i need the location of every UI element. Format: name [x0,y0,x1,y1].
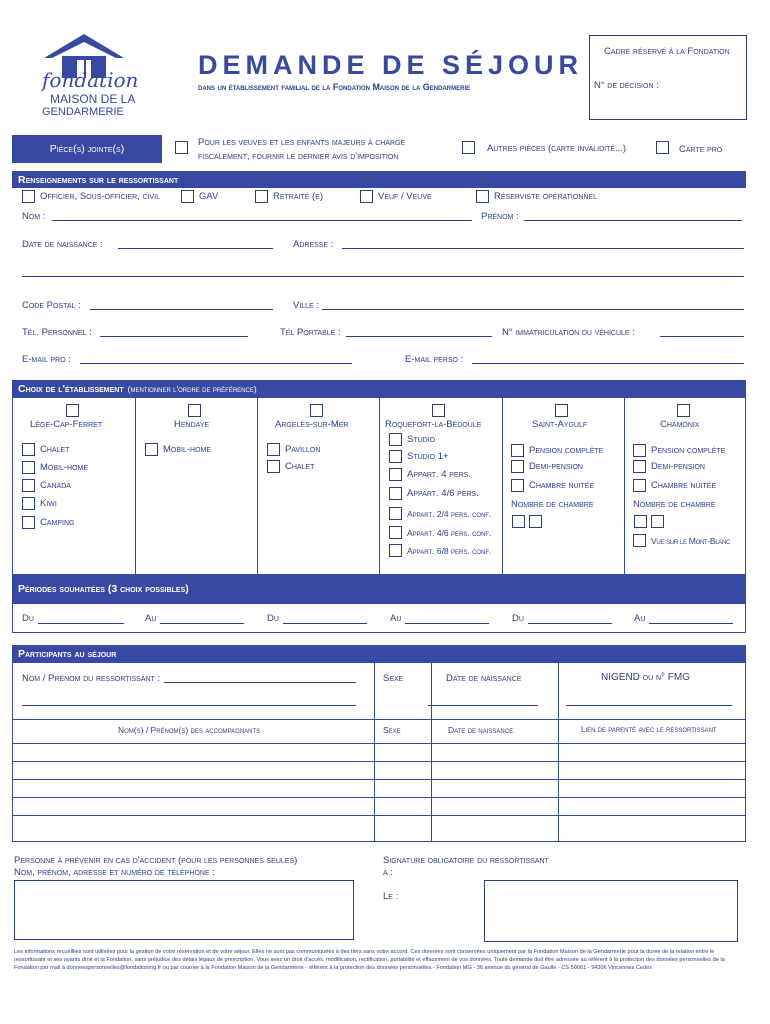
hendaye-mobilhome[interactable]: Mobil-home [145,443,211,456]
choix-roquefort-title: Roquefort-la-Bédoule [385,419,482,430]
nom-ressortissant-label: Nom / Prénom du ressortissant : [22,673,161,684]
date-naissance-field[interactable] [428,705,538,706]
logo-script: fondation [42,68,139,92]
nigend-field[interactable] [566,705,732,706]
choix-argeles-title: Argelès-sur-Mer [275,419,349,430]
statut-reserviste[interactable]: Réserviste opérationnel [476,190,597,203]
lege-canada[interactable]: Canada [22,479,71,492]
le-label: Le : [383,891,399,902]
periode3-au-label: Au [634,613,646,624]
page-title: DEMANDE DE SÉJOUR [198,50,584,80]
reserved-title: Cadre réservé à la Fondation [604,46,730,57]
logo-line1: MAISON DE LA [50,92,136,106]
code-postal-field[interactable] [90,309,273,310]
chamonix-demipension[interactable]: Demi-pension [633,460,705,473]
roquefort-appart68conf[interactable]: Appart. 6/8 pers. conf. [389,544,491,557]
page-subtitle: dans un établissement familial de la Fondation Maison de la Gendarmerie [198,82,471,92]
section-choix: Choix de l'établissement (mentionner l'ordre de préférence) [12,380,746,397]
col-date: Date de naissance [448,725,514,735]
chamonix-nb-chambre-box1[interactable] [634,515,647,528]
naissance-field[interactable] [118,248,273,249]
nigend-label: NIGEND ou n° FMG [601,672,690,683]
periode1-au-label: Au [145,613,157,624]
reserved-box [589,35,747,120]
argeles-chalet[interactable]: Chalet [267,460,314,473]
aygulf-nb-chambre-label: Nombre de chambre [511,499,594,510]
col-sexe: Sexe [383,725,401,735]
decision-label: N° de décision : [594,80,659,91]
roquefort-appart46[interactable]: Appart. 4/6 pers. [389,487,479,500]
pieces-option3-checkbox[interactable] [656,141,669,154]
periode3-du-field[interactable] [528,623,612,624]
chamonix-pension[interactable]: Pension complète [633,444,725,457]
legal-notice: Les informations recueillies sont utilisées pour la gestion de votre réservation et de votre séjour. Elles ne sont pas communiquées à des tiers sans votre accord. Ces données sont conservées uniquement par la Fondation Maison de la Gendarmerie pour la durée de la relation entre le ressortissant et ses ayants droit et la Fondation, sans préjudice des délais légaux de prescription. Vous avez un droit d'accès, modification, rectification, portabilité et effacement de vos données. Toute demande doit être adressée au référent à la protection des données personnelles de la Fondation par mail à donneespersonnelles@fondationmg.fr ou par courrier à la Fondation Maison de la Gendarmerie - référent à la protection des données personnelles - Fondation MG - 36 avenue du général de Gaulle - CS 50001 - 94306 Vincennes Cedex [14,949,725,971]
adresse-field[interactable] [342,248,744,249]
aygulf-nb-chambre-box2[interactable] [529,515,542,528]
periode2-du-field[interactable] [283,623,367,624]
roquefort-appart46conf[interactable]: Appart. 4/6 pers. conf. [389,526,491,539]
chamonix-nb-chambre-box2[interactable] [651,515,664,528]
lege-camping[interactable]: Camping [22,516,74,529]
prenom-field[interactable] [524,220,742,221]
logo [22,30,142,120]
ville-field[interactable] [322,309,744,310]
argeles-pavillon[interactable]: Pavillon [267,443,320,456]
immat-field[interactable] [660,336,744,337]
pieces-option2-checkbox[interactable] [462,141,475,154]
pieces-option2-label: Autres pièces (carte invalidité...) [487,143,627,154]
chamonix-nb-chambre-label: Nombre de chambre [633,499,716,510]
chamonix-vue[interactable]: Vue sur le Mont-Blanc [633,534,730,547]
pieces-option1-line1: Pour les veuves et les enfants majeurs à charge [198,137,406,148]
tel-perso-label: Tél. Personnel : [22,327,92,338]
code-postal-label: Code Postal : [22,300,81,311]
signature-line2: à : [383,867,393,878]
periode2-au-field[interactable] [405,623,489,624]
section-renseignements: Renseignements sur le ressortissant [12,171,746,188]
choix-aygulf-checkbox[interactable] [555,404,568,417]
naissance-label: Date de naissance : [22,239,103,250]
signature-field[interactable] [484,880,738,942]
aygulf-nb-chambre-box1[interactable] [512,515,525,528]
choix-argeles-checkbox[interactable] [310,404,323,417]
roquefort-appart4[interactable]: Appart. 4 pers. [389,468,471,481]
choix-hendaye-title: Hendaye [174,419,210,430]
statut-gav[interactable]: GAV [181,190,218,203]
pieces-label: Pièce(s) jointe(s) [12,135,162,163]
aygulf-demipension[interactable]: Demi-pension [511,460,583,473]
choix-lege-checkbox[interactable] [66,404,79,417]
lege-kiwi[interactable]: Kiwi [22,497,57,510]
periode1-du-field[interactable] [38,623,124,624]
prenom-label: Prénom : [481,211,519,222]
choix-aygulf-title: Saint-Aygulf [532,419,588,430]
immat-label: N° immatriculation du véhicule : [502,327,635,338]
statut-officier[interactable]: Officier, Sous-officier, civil [22,190,160,203]
tel-perso-field[interactable] [100,336,248,337]
roquefort-studio[interactable]: Studio [389,433,435,446]
nom-field[interactable] [52,220,472,221]
choix-chamonix-checkbox[interactable] [677,404,690,417]
sexe-label: Sexe [383,673,404,684]
col-lien: Lien de parenté avec le ressortissant [581,725,717,734]
section-participants: Participants au séjour [12,645,746,662]
logo-line2: GENDARMERIE [42,106,124,118]
nom-ressortissant-field-line2[interactable] [22,705,356,706]
choix-lege-title: Lège-Cap-Ferret [30,419,103,430]
email-pro-label: E-mail pro : [22,354,71,365]
choix-hendaye-checkbox[interactable] [188,404,201,417]
nom-label: Nom : [22,211,46,222]
periode2-au-label: Au [390,613,402,624]
statut-veuf[interactable]: Veuf / Veuve [360,190,432,203]
choix-roquefort-checkbox[interactable] [432,404,445,417]
email-perso-field[interactable] [472,363,744,364]
aygulf-chambre[interactable]: Chambre nuitée [511,479,594,492]
accident-line1: Personne à prévenir en cas d'accident (pour les personnes seules) [14,855,298,866]
statut-retraite[interactable]: Retraité (e) [255,190,323,203]
periode1-du-label: Du [22,613,34,624]
section-periodes: Périodes souhaitées (3 choix possibles) [12,575,746,603]
pieces-option1-checkbox[interactable] [175,141,188,154]
pieces-option3-label: Carte pro [679,144,723,155]
periode1-au-field[interactable] [160,623,244,624]
adresse-field-line2[interactable] [22,276,744,277]
signature-line1: Signature obligatoire du ressortissant [383,855,549,866]
email-perso-label: E-mail perso : [405,354,464,365]
accident-field[interactable] [14,880,354,940]
date-naissance-label: Date de naissance [446,673,522,684]
aygulf-pension[interactable]: Pension complète [511,444,603,457]
periode3-au-field[interactable] [649,623,733,624]
tel-portable-field[interactable] [346,336,492,337]
lege-chalet[interactable]: Chalet [22,443,69,456]
adresse-label: Adresse : [293,239,334,250]
email-pro-field[interactable] [80,363,352,364]
periode3-du-label: Du [512,613,524,624]
roquefort-studio1[interactable]: Studio 1+ [389,450,449,463]
nom-ressortissant-field[interactable] [164,682,356,683]
choix-chamonix-title: Chamonix [660,419,700,430]
pieces-option1-line2: fiscalement, fournir le dernier avis d'imposition [198,151,399,162]
roquefort-appart24conf[interactable]: Appart. 2/4 pers. conf. [389,507,491,520]
participants-grid [12,662,746,842]
lege-mobilhome[interactable]: Mobil-home [22,461,88,474]
ville-label: Ville : [293,300,320,311]
periode2-du-label: Du [267,613,279,624]
accident-line2: Nom, prénom, adresse et numéro de téléphone : [14,867,215,878]
tel-portable-label: Tél Portable : [280,327,341,338]
chamonix-chambre[interactable]: Chambre nuitée [633,479,716,492]
col-accompagnants: Nom(s) / Prénom(s) des accompagnants [118,725,261,735]
